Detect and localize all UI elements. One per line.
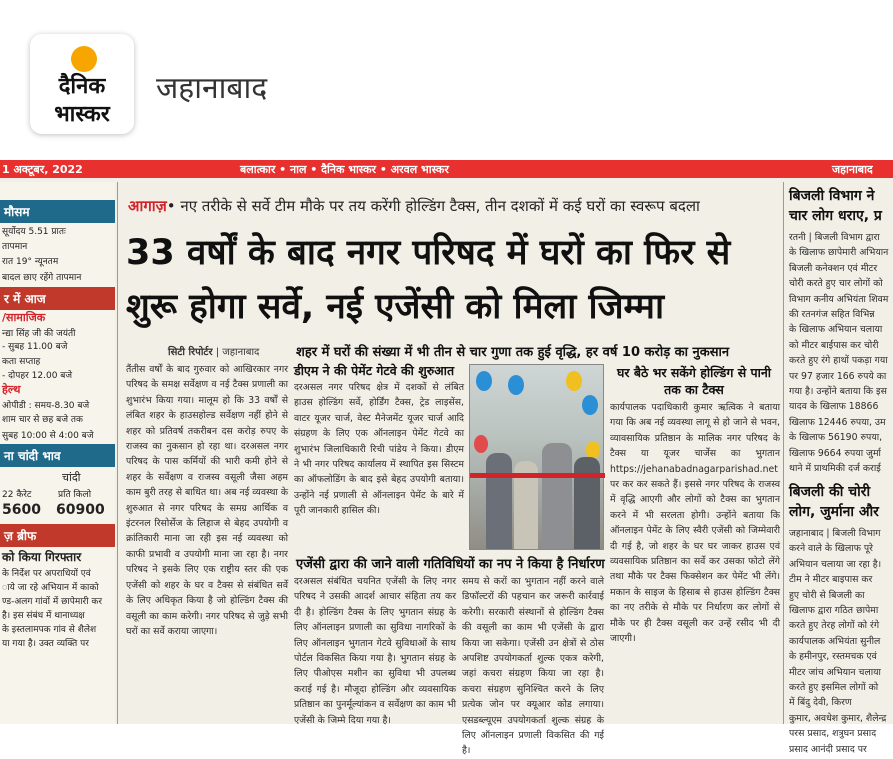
per-kg-label: प्रति किलो xyxy=(58,490,92,500)
event-2-time: - दोपहर 12.00 बजे xyxy=(2,371,73,381)
brief-line: ण्ड-अलग गांवों में छापेमारी कर xyxy=(2,597,103,607)
right-column xyxy=(785,182,893,755)
logo-text-line2: भास्कर xyxy=(54,102,110,127)
right-story-line: चोरी करते हुए चार लोगों को xyxy=(789,278,883,290)
carat-label: 22 कैरेट xyxy=(2,490,32,500)
cloud-forecast: बादल छाए रहेंगे तापमान xyxy=(2,273,82,283)
right-story-line: करने वाले के खिलाफ पूरे xyxy=(789,543,873,555)
gold-silver-title: ना चांदी भाव xyxy=(0,444,115,467)
right-story-line: खिलाफ द्वारा गठित छापेमा xyxy=(789,605,879,617)
opd-evening: शाम चार से छह बजे तक xyxy=(2,415,83,425)
byline-name: सिटी रिपोर्टर xyxy=(168,347,213,358)
right-story-line: में बिंदु देवी, किरण xyxy=(789,697,852,709)
article-subhead: शहर में घरों की संख्या में भी तीन से चार गुणा तक हुई वृद्धि, हर वर्ष 10 करोड़ का नुकसान xyxy=(296,345,730,360)
left-column xyxy=(0,182,115,724)
right-story-line: के हमीनपुर, रस्तमचक एवं xyxy=(789,651,877,663)
brief-headline: को किया गिरफ्तार xyxy=(2,550,82,564)
right-headline-2-line1: बिजली की चोरी xyxy=(789,484,871,500)
balloon-icon xyxy=(566,371,582,391)
right-story-line: करते हुए रंगे हाथों पकड़ा गया xyxy=(789,355,888,367)
right-story-line: बिजली कनेक्शन एवं मीटर xyxy=(789,262,878,274)
article-byline: सिटी रिपोर्टर | जहानाबाद xyxy=(168,347,260,358)
balloon-icon xyxy=(582,395,598,415)
person-figure xyxy=(542,443,572,549)
brief-line: के इस्तलामपक गांव से शैलेश xyxy=(2,625,97,635)
brief-line: या गया है। उक्त व्यक्ति पर xyxy=(2,639,89,649)
right-story-line: परस प्रसाद, शत्रुघन प्रसाद xyxy=(789,728,877,740)
logo-text-line1: दैनिक xyxy=(58,74,106,99)
masthead-date: 1 अक्टूबर, 2022 xyxy=(2,163,83,176)
right-story-line: रतनी | बिजली विभाग द्वारा xyxy=(789,232,880,243)
column-divider xyxy=(117,182,118,724)
article-column-2: दरअसल नगर परिषद क्षेत्र में दशकों से लंबित हाउस होल्डिंग सर्वे, होर्डिंग टैक्स, ट्रेड लाइसेंस, वाटर यूजर चार्ज, वेस्ट मैनेजमेंट यूजर चार्ज आदि संग्रहण के लिए एक ऑनलाइन पेमेंट गेटवे का शुभारंभ जिलाधिकारी रिची पांडेय ने किया। डीएम ने भी नगर परिषद कार्यालय में स्थापित इस सिस्टम का ऑफलोडिंग के बाद इसे बेहद उपयोगी बताया। उन्होंने नई प्रणाली से ऑनलाइन पेमेंट के बारे में पूरी जानकारी हासिल की। xyxy=(294,382,464,517)
news-brief-title: ज़ ब्रीफ xyxy=(0,524,115,547)
balloon-icon xyxy=(474,435,488,453)
app-header xyxy=(0,0,893,160)
right-story-line: गया है। उन्होंने बताया कि इस xyxy=(789,386,887,398)
right-story-line: टीम ने मीटर बाइपास कर xyxy=(789,574,873,586)
right-story-line: खिलाफ 9664 रुपया जुर्मा xyxy=(789,447,881,459)
silver-price: 60900 xyxy=(56,502,105,518)
right-story-line: थाने में प्राथमिकी दर्ज कराई xyxy=(789,463,881,475)
balloon-icon xyxy=(508,375,524,395)
right-story-line: करते हुए इसमिल लोगों को xyxy=(789,682,879,694)
tax-box-title: घर बैठे भर सकेंगे होल्डिंग से पानी तक का टैक्स xyxy=(616,365,772,397)
right-story-line: मीटर जांच अभियान चलाया xyxy=(789,666,881,678)
right-story-line: यादव के खिलाफ 18866 xyxy=(789,401,879,413)
article-column-5: कार्यपालक पदाधिकारी कुमार ऋत्विक ने बताया गया कि अब नई व्यवस्था लागू से हो जाने से भवन, व्यावसायिक प्रतिष्ठान के मालिक नगर परिषद के टैक्स या यूजर चार्जेस का भुगतान https://jehanabadnagarparishad.net पर कर कर सकते हैं। इससे नगर परिषद के राजस्व में वृद्धि आएगी और लोगों को टैक्स का भुगतान करने में भी सरलता होगी। उन्होंने बताया कि ऑनलाइन पेमेंट के लिए स्वैरी एजेंसी को जिम्मेवारी दी गई है, जो शहर के घर घर जाकर हाउस एवं व्यवसायिक प्रतिष्ठान का सर्वे कर उसका फोटो लेंगे तथा मौके पर टैक्स फिक्सेशन कर पेमेंट भी लेंगे। मकान के साइज के हिसाब से हाउस होल्डिंग टैक्स का नए तरीके से मौके पर निर्धारण कर लोगों से मौके पर ही टैक्स वसूली कर उन्हें रसीद भी दी जाएगी। xyxy=(610,402,780,645)
brief-line: ाये जा रहे अभियान में काको xyxy=(2,583,99,593)
right-story-line: के खिलाफ अभियान चलाया xyxy=(789,324,883,336)
silver-label: चांदी xyxy=(62,471,81,484)
newspaper-page xyxy=(0,160,893,757)
sun-icon xyxy=(71,46,97,72)
health-tag: हेल्थ xyxy=(2,383,21,396)
right-story-line: के खिलाफ छापेमारी अभियान xyxy=(789,247,889,259)
masthead-right: जहानाबाद xyxy=(832,163,873,176)
right-story-line: करते हुए तेरह लोगों को रंगे xyxy=(789,620,880,632)
right-story-line: कार्यपालक अभियंता सुनील xyxy=(789,635,881,647)
right-story-line: को मीटर बाईपास कर चोरी xyxy=(789,339,879,351)
right-story-line: प्रसाद आनंदी प्रसाद पर xyxy=(789,743,867,755)
today-in-city-title: र में आज xyxy=(0,287,115,310)
gold-price: 5600 xyxy=(2,502,41,518)
inauguration-ribbon xyxy=(470,473,605,478)
right-headline-2-line2: लोग, जुर्माना और xyxy=(789,504,879,520)
right-story-line: विभाग कनीय अभियंता शिवम xyxy=(789,293,889,305)
column-divider xyxy=(783,182,784,724)
person-figure xyxy=(574,457,600,549)
right-story-1 xyxy=(789,230,893,478)
right-headline-1-line1: बिजली विभाग ने xyxy=(789,188,875,204)
right-story-line: अभियान चलाया जा रहा है। xyxy=(789,558,882,570)
right-headline-1-line2: चार लोग धराए, प्र xyxy=(789,208,882,224)
social-tag: /सामाजिक xyxy=(2,311,46,324)
article-photo xyxy=(469,364,604,550)
gateway-box-title: डीएम ने की पेमेंट गेटवे की शुरुआत xyxy=(294,363,455,378)
night-temperature: रात 19° न्यूनतम xyxy=(2,257,59,267)
city-title: जहानाबाद xyxy=(156,71,268,106)
article-column-1: तैंतीस वर्षों के बाद गुरुवार को आखिरकार नगर परिषद के समक्ष सर्वेक्षण व नई टैक्स प्रणाली का शुभारंभ किया गया। मालूम हो कि 33 वर्षों से लंबित शहर के हाउसहोल्ड सर्वेक्षण नहीं होने से शहर को प्रतिवर्ष तकरीबन दस करोड़ रुपए के राजस्व का नुकसान हो रहा था। दरअसल नगर परिषद के पास कर्मियों की भारी कमी होने से शहर के सर्वेक्षण व राजस्व वसूली जैसा अहम काम बुरी तरह से बाधित था। अब नई व्यवस्था के शुरुआत से नगर परिषद के समग्र आर्थिक व इंटरनल रिसोर्सेज के लिहाज से बेहद उपयोगी व क्रांतिकारी माना जा रही इस नई व्यवस्था को काफी प्रभावी व उपयोगी माना जा रहा है। नगर परिषद ने इसके लिए एक राष्ट्रीय स्तर की एक एजेंसी को शहर के घर व टैक्स से संबंधित सर्वे के लिए अधिकृत किया है जो होल्डिंग टैक्स की वसूली का काम करेगी। नगर परिषद से जुड़े सभी घरों का सर्वे कराया जाएगा। xyxy=(126,364,288,637)
agency-section-title: एजेंसी द्वारा की जाने वाली गतिविधियों का नप ने किया है निर्धारण xyxy=(296,557,605,572)
article-headline: 33 वर्षों के बाद नगर परिषद में घरों का फिर से शुरू होगा सर्वे, नई एजेंसी को मिला जिम्मा xyxy=(126,233,731,327)
opd-time: ओपीडी : समय-8.30 बजे xyxy=(2,401,90,411)
event-1: न्द्या सिंह जी की जयंती xyxy=(2,329,76,339)
brief-line: के निर्देश पर अपराधियों एवं xyxy=(2,569,91,579)
dainik-bhaskar-logo[interactable] xyxy=(30,34,134,134)
sunrise-text: सूर्योदय 5.51 प्रातः xyxy=(2,227,66,237)
event-1-time: - सुबह 11.00 बजे xyxy=(2,342,68,352)
right-story-line: कुमार, अवधेश कुमार, शैलेन्द्र xyxy=(789,712,887,724)
right-story-line: के खिलाफ 56190 रुपया, xyxy=(789,432,883,444)
temperature-label: तापमान xyxy=(2,242,28,252)
kicker-text: • नए तरीके से सर्वे टीम मौके पर तय करेंगी होल्डिंग टैक्स, तीन दशकों में कई घरों का स्वरूप बदला xyxy=(166,197,700,215)
person-figure xyxy=(486,453,512,549)
kicker-tag: आगाज़ xyxy=(128,197,167,215)
right-story-line: जहानाबाद | बिजली विभाग xyxy=(789,528,881,539)
masthead-text: बलात्कार • नाल • दैनिक भास्कर • अरवल भास्कर xyxy=(240,163,449,176)
masthead-bar xyxy=(0,160,893,178)
balloon-icon xyxy=(476,371,492,391)
right-story-line: की रतनगंज सहित विभिन्न xyxy=(789,309,875,321)
right-story-line: हुए चोरी से बिजली का xyxy=(789,589,865,601)
event-2: कता सप्ताह xyxy=(2,357,41,367)
right-story-2 xyxy=(789,526,893,755)
byline-place: जहानाबाद xyxy=(222,347,260,358)
article-column-3: दरअसल संबंधित चयनित एजेंसी के लिए नगर परिषद ने उसकी आदर्श आचार संहिता तय कर दी है। होल्डिंग टैक्स के लिए भुगतान संग्रह के लिए ऑनलाइन प्रणाली का सुविधा नागरिकों के लिए ऑनलाइन भुगतान गेटवे सुविधाओं के साथ पोर्टल विकसित किया गया है। भुगतान संग्रह के लिए पीओएस मशीन का सुविधा भी उपलब्ध कराई गई है। मौजूदा होल्डिंग और व्यवसायिक प्रतिष्ठान का पुनर्मूल्यांकन व सर्वेक्षण का काम भी एजेंसी के जिम्मे दिया गया है। xyxy=(294,576,456,726)
weather-title: मौसम xyxy=(0,200,115,223)
opd-morning: सुबह 10:00 से 4:00 बजे xyxy=(2,431,94,441)
main-article xyxy=(120,182,782,757)
brief-line: है। इस संबंध में थानाध्यक्ष xyxy=(2,611,85,621)
article-column-4: समय से करों का भुगतान नहीं करने वाले डिफॉल्टरों की पहचान कर जरूरी कार्रवाई करेगी। सरकारी संस्थानों से होल्डिंग टैक्स की वसूली का काम भी एजेंसी के द्वारा किया जा सकेगा। एजेंसी उन क्षेत्रों से ठोस अपशिष्ट उपयोगकर्ता शुल्क एकत्र करेगी, जहां कचरा संग्रहण किया जा रहा है। कचरा संग्रहण सुनिश्चित करने के लिए प्रत्येक जोन पर क्यूआर कोड लगाया। एसडब्ल्यूएम उपयोगकर्ता शुल्क संग्रह के लिए ऑनलाइन प्रणाली विकसित की गई है। xyxy=(462,576,604,757)
right-story-line: पर 97 हजार 166 रुपये का xyxy=(789,370,887,382)
right-story-line: खिलाफ 12446 रुपया, उम xyxy=(789,416,886,428)
article-kicker xyxy=(128,196,700,216)
